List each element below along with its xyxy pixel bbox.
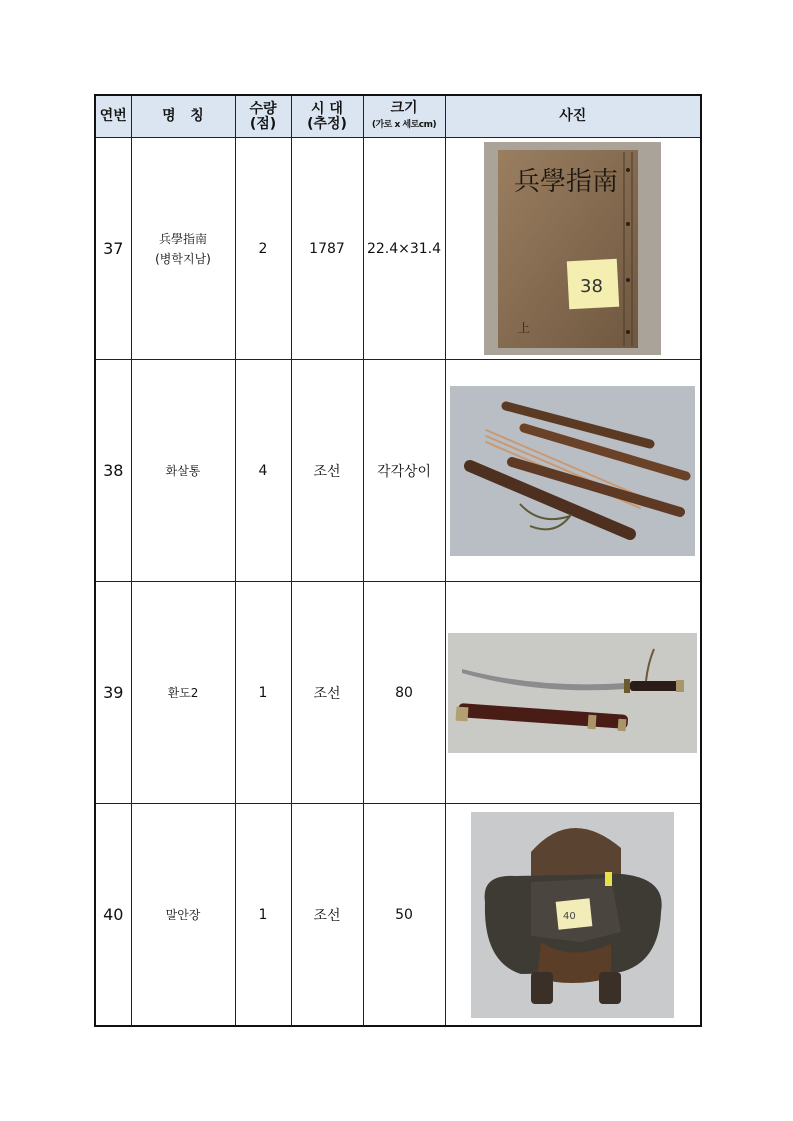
header-era: 시 대 (추정) xyxy=(291,95,363,138)
header-qty: 수량 (점) xyxy=(235,95,291,138)
table-row xyxy=(95,804,701,1027)
book-photo-icon xyxy=(484,142,661,355)
item-size: 22.4×31.4 xyxy=(363,138,445,360)
item-size: 50 xyxy=(363,804,445,1027)
item-size: 각각상이 xyxy=(363,360,445,582)
header-size: 크기 (가로 x 세로cm) xyxy=(363,95,445,138)
item-name: 말안장 xyxy=(131,804,235,1027)
item-photo-cell xyxy=(445,360,701,582)
header-row xyxy=(95,95,701,138)
item-size: 80 xyxy=(363,582,445,804)
table-row xyxy=(95,138,701,360)
item-qty: 1 xyxy=(235,804,291,1027)
book-volume-mark: 上 xyxy=(518,321,531,335)
table-row xyxy=(95,360,701,582)
item-era: 조선 xyxy=(291,582,363,804)
header-no: 연번 xyxy=(95,95,131,138)
header-name: 명 칭 xyxy=(131,95,235,138)
item-qty: 1 xyxy=(235,582,291,804)
item-name: 兵學指南 (병학지남) xyxy=(131,138,235,360)
quiver-photo-icon xyxy=(450,386,695,556)
item-photo-cell xyxy=(445,582,701,804)
book-sticker-label: 38 xyxy=(580,276,604,297)
book-cover-title: 兵學指南 xyxy=(514,167,619,197)
item-name: 환도2 xyxy=(131,582,235,804)
inventory-table xyxy=(94,94,702,1027)
row-number: 40 xyxy=(95,804,131,1027)
row-number: 39 xyxy=(95,582,131,804)
item-name: 화살통 xyxy=(131,360,235,582)
saddle-photo-icon xyxy=(471,812,674,1018)
item-photo-cell xyxy=(445,804,701,1027)
row-number: 37 xyxy=(95,138,131,360)
sword-photo-icon xyxy=(448,633,697,753)
item-era: 조선 xyxy=(291,804,363,1027)
item-photo-cell xyxy=(445,138,701,360)
item-qty: 2 xyxy=(235,138,291,360)
item-qty: 4 xyxy=(235,360,291,582)
row-number: 38 xyxy=(95,360,131,582)
header-photo: 사진 xyxy=(445,95,701,138)
item-era: 1787 xyxy=(291,138,363,360)
item-era: 조선 xyxy=(291,360,363,582)
saddle-sticker-label: 40 xyxy=(563,910,576,922)
table-row xyxy=(95,582,701,804)
